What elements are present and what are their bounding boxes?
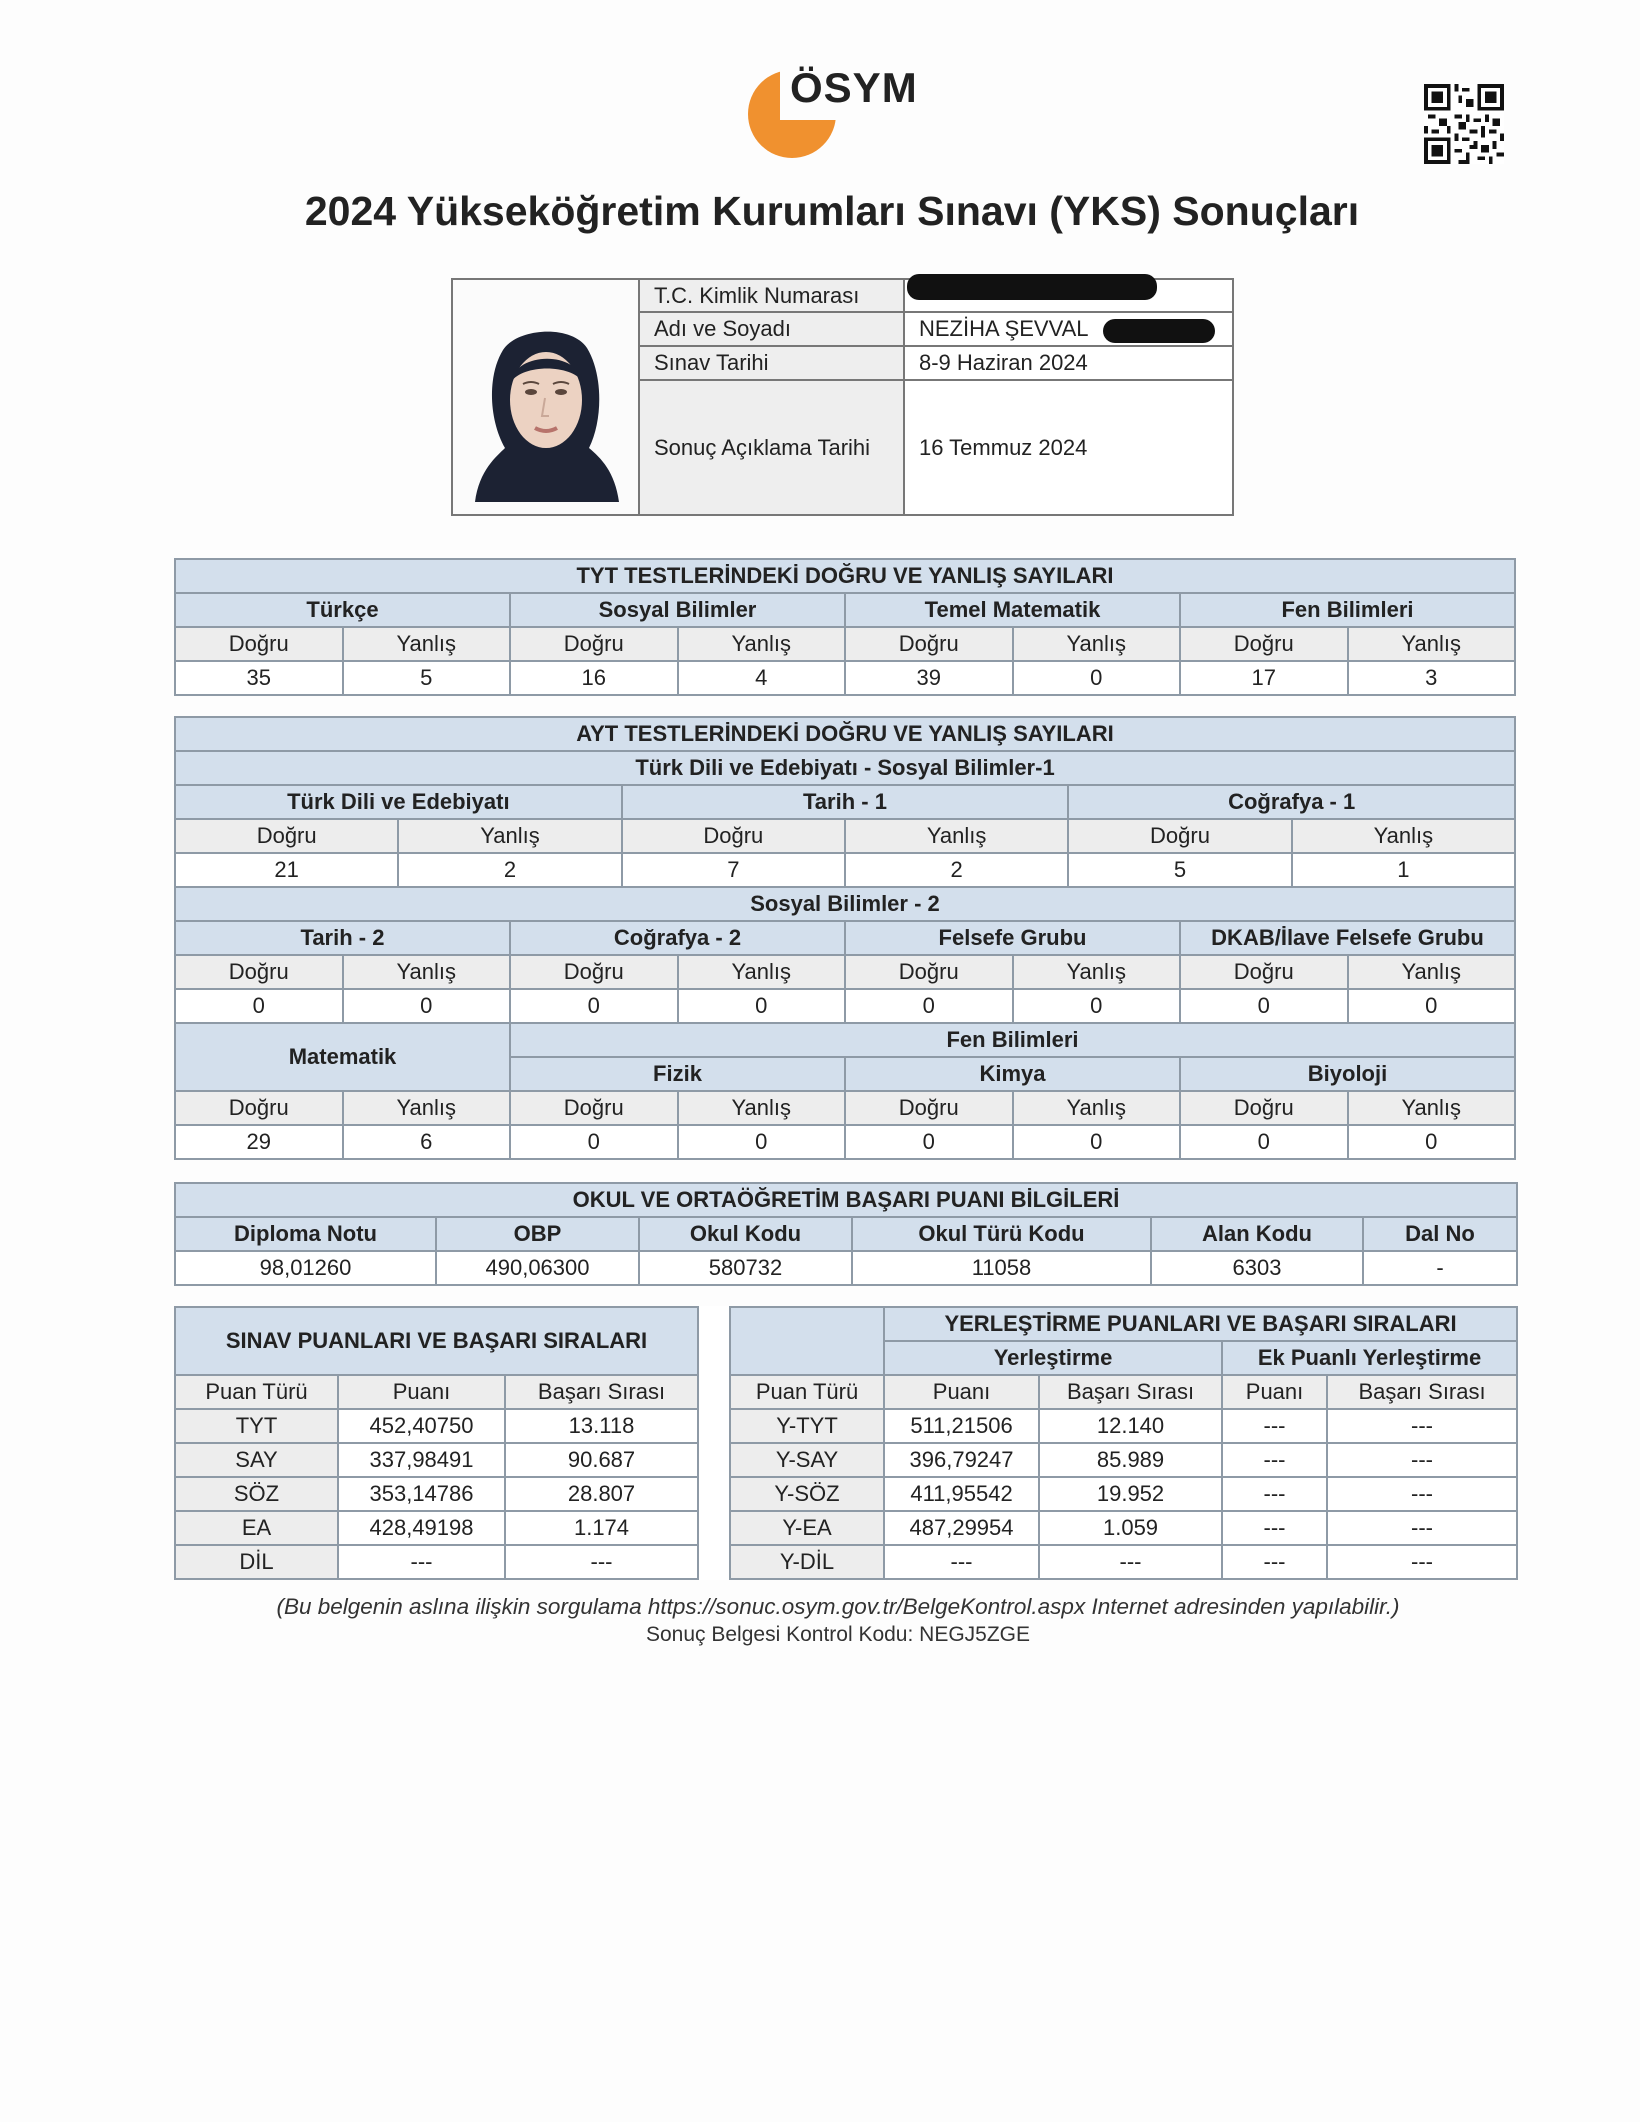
tyt-yanlis-value: 4 [678, 661, 846, 695]
yerlestirme-puan-turu: Y-EA [730, 1511, 884, 1545]
ayt-dogru-value: 7 [622, 853, 845, 887]
tyt-yanlis-value: 3 [1348, 661, 1516, 695]
okul-header: Diploma Notu [175, 1217, 436, 1251]
dogru-header: Doğru [1180, 627, 1348, 661]
tyt-section-name: Temel Matematik [845, 593, 1180, 627]
yerlestirme-sub2: Ek Puanlı Yerleştirme [1222, 1341, 1517, 1375]
sinav-header: Puan Türü [175, 1375, 338, 1409]
yanlis-header: Yanlış [678, 627, 846, 661]
name-label: Adı ve Soyadı [640, 313, 905, 345]
yerlestirme-header: Başarı Sırası [1327, 1375, 1517, 1409]
sinav-header: Başarı Sırası [505, 1375, 698, 1409]
okul-value: 580732 [639, 1251, 852, 1285]
sinav-puan: 452,40750 [338, 1409, 505, 1443]
name-value [905, 313, 1232, 345]
yerlestirme-puan-turu: Y-TYT [730, 1409, 884, 1443]
ayt-fen-title: Fen Bilimleri [510, 1023, 1515, 1057]
dogru-header: Doğru [510, 1091, 678, 1125]
dogru-header: Doğru [175, 627, 343, 661]
yerlestirme-sira: 12.140 [1039, 1409, 1222, 1443]
tyt-section-name: Fen Bilimleri [1180, 593, 1515, 627]
tyt-yanlis-value: 5 [343, 661, 511, 695]
ayt-title: AYT TESTLERİNDEKİ DOĞRU VE YANLIŞ SAYILARI [175, 717, 1515, 751]
exam-date-value: 8-9 Haziran 2024 [919, 350, 1088, 375]
ayt-section-name: Kimya [845, 1057, 1180, 1091]
okul-value: - [1363, 1251, 1517, 1285]
yerlestirme-header: Puanı [884, 1375, 1039, 1409]
okul-header: Okul Türü Kodu [852, 1217, 1151, 1251]
yanlis-header: Yanlış [343, 627, 511, 661]
okul-value: 6303 [1151, 1251, 1363, 1285]
sinav-puan-turu: SÖZ [175, 1477, 338, 1511]
ayt-section-name: Coğrafya - 1 [1068, 785, 1515, 819]
ayt-section-name: Felsefe Grubu [845, 921, 1180, 955]
tyt-dogru-value: 35 [175, 661, 343, 695]
ek-sira: --- [1327, 1545, 1517, 1579]
candidate-info-grid [640, 280, 1232, 514]
ek-sira: --- [1327, 1477, 1517, 1511]
yanlis-header: Yanlış [678, 955, 846, 989]
dogru-header: Doğru [845, 1091, 1013, 1125]
yanlis-header: Yanlış [678, 1091, 846, 1125]
okul-header: OBP [436, 1217, 639, 1251]
ayt-dogru-value: 29 [175, 1125, 343, 1159]
osym-logo [740, 58, 940, 158]
tyt-dogru-value: 39 [845, 661, 1013, 695]
yerlestirme-puan-turu: Y-SAY [730, 1443, 884, 1477]
sinav-title: SINAV PUANLARI VE BAŞARI SIRALARI [175, 1307, 698, 1375]
page-title: 2024 Yükseköğretim Kurumları Sınavı (YKS) Sonuçları [304, 188, 1360, 234]
yerlestirme-header: Başarı Sırası [1039, 1375, 1222, 1409]
ayt-dogru-value: 0 [510, 989, 678, 1023]
yerlestirme-puan: 411,95542 [884, 1477, 1039, 1511]
result-date-label: Sonuç Açıklama Tarihi [640, 381, 905, 514]
yanlis-header: Yanlış [1348, 627, 1516, 661]
dogru-header: Doğru [510, 627, 678, 661]
ayt-dogru-value: 0 [510, 1125, 678, 1159]
ayt-tde-title: Türk Dili ve Edebiyatı - Sosyal Bilimler-1 [175, 751, 1515, 785]
ayt-section-name: Biyoloji [1180, 1057, 1515, 1091]
yanlis-header: Yanlış [1348, 955, 1516, 989]
ayt-dogru-value: 5 [1068, 853, 1291, 887]
sinav-puan: 337,98491 [338, 1443, 505, 1477]
ayt-dogru-value: 21 [175, 853, 398, 887]
yerlestirme-sira: 19.952 [1039, 1477, 1222, 1511]
tyt-section-name: Sosyal Bilimler [510, 593, 845, 627]
yerlestirme-puan-turu: Y-SÖZ [730, 1477, 884, 1511]
ayt-yanlis-value: 0 [343, 989, 511, 1023]
sinav-sira: 1.174 [505, 1511, 698, 1545]
yerlestirme-sub1: Yerleştirme [884, 1341, 1222, 1375]
sinav-puan: 428,49198 [338, 1511, 505, 1545]
ayt-section-name: Tarih - 2 [175, 921, 510, 955]
name-text: NEZİHA ŞEVVAL [919, 316, 1089, 341]
ek-puan: --- [1222, 1443, 1327, 1477]
dogru-header: Doğru [1068, 819, 1291, 853]
ayt-dogru-value: 0 [175, 989, 343, 1023]
logo-text: ÖSYM [790, 64, 918, 111]
candidate-info-box [451, 278, 1234, 516]
sinav-puan: --- [338, 1545, 505, 1579]
yanlis-header: Yanlış [343, 955, 511, 989]
ayt-yanlis-value: 1 [1292, 853, 1515, 887]
okul-header: Okul Kodu [639, 1217, 852, 1251]
tyt-title: TYT TESTLERİNDEKİ DOĞRU VE YANLIŞ SAYILARI [175, 559, 1515, 593]
dogru-header: Doğru [175, 1091, 343, 1125]
yanlis-header: Yanlış [1348, 1091, 1516, 1125]
yerlestirme-puan: --- [884, 1545, 1039, 1579]
ayt-section-name: Türk Dili ve Edebiyatı [175, 785, 622, 819]
yerlestirme-corner [730, 1307, 884, 1375]
exam-date-label: Sınav Tarihi [640, 347, 905, 379]
sinav-puan-turu: EA [175, 1511, 338, 1545]
tyt-dogru-value: 17 [1180, 661, 1348, 695]
ayt-section-name: Fizik [510, 1057, 845, 1091]
control-code: Sonuç Belgesi Kontrol Kodu: NEGJ5ZGE [645, 1623, 1031, 1646]
ek-sira: --- [1327, 1443, 1517, 1477]
yanlis-header: Yanlış [1292, 819, 1515, 853]
ayt-section-name: Coğrafya - 2 [510, 921, 845, 955]
ek-puan: --- [1222, 1477, 1327, 1511]
okul-value: 11058 [852, 1251, 1151, 1285]
ek-puan: --- [1222, 1409, 1327, 1443]
dogru-header: Doğru [845, 955, 1013, 989]
ayt-dogru-value: 0 [845, 1125, 1013, 1159]
dogru-header: Doğru [1180, 1091, 1348, 1125]
okul-value: 98,01260 [175, 1251, 436, 1285]
candidate-photo [453, 280, 640, 514]
tyt-yanlis-value: 0 [1013, 661, 1181, 695]
sinav-sira: 28.807 [505, 1477, 698, 1511]
yerlestirme-title: YERLEŞTİRME PUANLARI VE BAŞARI SIRALARI [884, 1307, 1517, 1341]
dogru-header: Doğru [510, 955, 678, 989]
dogru-header: Doğru [175, 955, 343, 989]
tc-value [905, 280, 1232, 311]
dogru-header: Doğru [622, 819, 845, 853]
ayt-yanlis-value: 0 [1348, 989, 1516, 1023]
scores-table [174, 1306, 1518, 1580]
yanlis-header: Yanlış [845, 819, 1068, 853]
ek-sira: --- [1327, 1511, 1517, 1545]
ek-puan: --- [1222, 1545, 1327, 1579]
ayt-dogru-value: 0 [845, 989, 1013, 1023]
okul-value: 490,06300 [436, 1251, 639, 1285]
ayt-yanlis-value: 0 [1013, 989, 1181, 1023]
yerlestirme-puan: 396,79247 [884, 1443, 1039, 1477]
yerlestirme-sira: 1.059 [1039, 1511, 1222, 1545]
ayt-yanlis-value: 0 [1013, 1125, 1181, 1159]
ayt-table [174, 716, 1516, 888]
yerlestirme-puan: 511,21506 [884, 1409, 1039, 1443]
sinav-puan: 353,14786 [338, 1477, 505, 1511]
ayt-yanlis-value: 2 [398, 853, 621, 887]
ayt-dogru-value: 0 [1180, 1125, 1348, 1159]
sinav-puan-turu: SAY [175, 1443, 338, 1477]
verification-note: (Bu belgenin aslına ilişkin sorgulama https://sonuc.osym.gov.tr/BelgeKontrol.aspx Internet adresinden yapılabilir.) [276, 1594, 1400, 1619]
ayt-yanlis-value: 6 [343, 1125, 511, 1159]
okul-table [174, 1182, 1518, 1286]
ayt-sos2-title: Sosyal Bilimler - 2 [175, 887, 1515, 921]
yerlestirme-sira: --- [1039, 1545, 1222, 1579]
sinav-header: Puanı [338, 1375, 505, 1409]
ayt-dogru-value: 0 [1180, 989, 1348, 1023]
tyt-table [174, 558, 1516, 696]
ek-sira: --- [1327, 1409, 1517, 1443]
redaction-mark [907, 274, 1157, 300]
yanlis-header: Yanlış [1013, 627, 1181, 661]
yerlestirme-sira: 85.989 [1039, 1443, 1222, 1477]
qr-code-icon [1424, 84, 1504, 164]
ayt-table-2 [174, 886, 1516, 1160]
tc-label: T.C. Kimlik Numarası [640, 280, 905, 311]
ayt-yanlis-value: 0 [678, 989, 846, 1023]
tyt-dogru-value: 16 [510, 661, 678, 695]
yanlis-header: Yanlış [1013, 955, 1181, 989]
dogru-header: Doğru [175, 819, 398, 853]
okul-header: Alan Kodu [1151, 1217, 1363, 1251]
dogru-header: Doğru [845, 627, 1013, 661]
sinav-sira: --- [505, 1545, 698, 1579]
ayt-mat-title: Matematik [175, 1023, 510, 1091]
yanlis-header: Yanlış [343, 1091, 511, 1125]
ek-puan: --- [1222, 1511, 1327, 1545]
tyt-section-name: Türkçe [175, 593, 510, 627]
yerlestirme-header: Puan Türü [730, 1375, 884, 1409]
sinav-sira: 90.687 [505, 1443, 698, 1477]
ayt-yanlis-value: 0 [1348, 1125, 1516, 1159]
yerlestirme-puan-turu: Y-DİL [730, 1545, 884, 1579]
ayt-section-name: DKAB/İlave Felsefe Grubu [1180, 921, 1515, 955]
yanlis-header: Yanlış [1013, 1091, 1181, 1125]
ayt-yanlis-value: 2 [845, 853, 1068, 887]
result-date-value: 16 Temmuz 2024 [919, 434, 1088, 460]
sinav-puan-turu: TYT [175, 1409, 338, 1443]
yerlestirme-puan: 487,29954 [884, 1511, 1039, 1545]
yerlestirme-header: Puanı [1222, 1375, 1327, 1409]
sinav-sira: 13.118 [505, 1409, 698, 1443]
redaction-mark [1103, 319, 1215, 343]
yanlis-header: Yanlış [398, 819, 621, 853]
ayt-section-name: Tarih - 1 [622, 785, 1069, 819]
sinav-puan-turu: DİL [175, 1545, 338, 1579]
dogru-header: Doğru [1180, 955, 1348, 989]
okul-title: OKUL VE ORTAÖĞRETİM BAŞARI PUANI BİLGİLERİ [175, 1183, 1517, 1217]
okul-header: Dal No [1363, 1217, 1517, 1251]
ayt-yanlis-value: 0 [678, 1125, 846, 1159]
